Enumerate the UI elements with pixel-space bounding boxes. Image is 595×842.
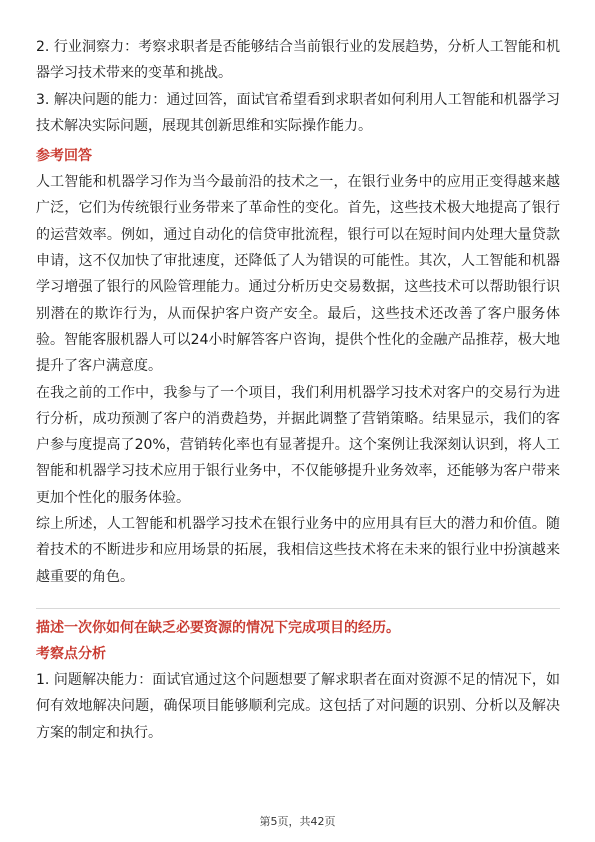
analysis-heading: 考察点分析 (36, 645, 106, 662)
question-title: 描述一次你如何在缺乏必要资源的情况下完成项目的经历。 (36, 619, 400, 636)
answer-paragraph: 综上所述，人工智能和机器学习技术在银行业务中的应用具有巨大的潜力和价值。随着技术的不断进步和应用场景的拓展，我相信这些技术将在未来的银行业中扮演越来越重要的角色。 (36, 516, 560, 585)
page-content (36, 34, 560, 746)
analysis-item: 1. 问题解决能力：面试官通过这个问题想要了解求职者在面对资源不足的情况下，如何有效地解决问题，确保项目能够顺利完成。这包括了对问题的识别、分析以及解决方案的制定和执行。 (36, 671, 560, 741)
section-divider (36, 608, 560, 609)
intro-item-problem-solving: 3. 解决问题的能力：通过回答，面试官希望看到求职者如何利用人工智能和机器学习技术解决实际问题，展现其创新思维和实际操作能力。 (36, 91, 560, 134)
answer-paragraph: 在我之前的工作中，我参与了一个项目，我们利用机器学习技术对客户的交易行为进行分析，成功预测了客户的消费趋势，并据此调整了营销策略。结果显示，我们的客户参与度提高了20%，营销转化率也有显著提升。这个案例让我深刻认识到，将人工智能和机器学习技术应用于银行业务中，不仅能够提升业务效率，还能够为客户带来更加个性化的服务体验。 (36, 384, 560, 506)
intro-item-industry-insight: 2. 行业洞察力：考察求职者是否能够结合当前银行业的发展趋势，分析人工智能和机器学习技术带来的变革和挑战。 (36, 39, 560, 82)
reference-answer-heading: 参考回答 (36, 148, 92, 165)
page-number-footer: 第5页，共42页 (259, 815, 336, 828)
answer-paragraph: 人工智能和机器学习作为当今最前沿的技术之一，在银行业务中的应用正变得越来越广泛，它们为传统银行业务带来了革命性的变化。首先，这些技术极大地提高了银行的运营效率。例如，通过自动化的信贷审批流程，银行可以在短时间内处理大量贷款申请，这不仅加快了审批速度，还降低了人为错误的可能性。其次，人工智能和机器学习增强了银行的风险管理能力。通过分析历史交易数据，这些技术可以帮助银行识别潜在的欺诈行为，从而保护客户资产安全。最后，这些技术还改善了客户服务体验。智能客服机器人可以24小时解答客户咨询，提供个性化的金融产品推荐，极大地提升了客户满意度。 (36, 174, 560, 375)
